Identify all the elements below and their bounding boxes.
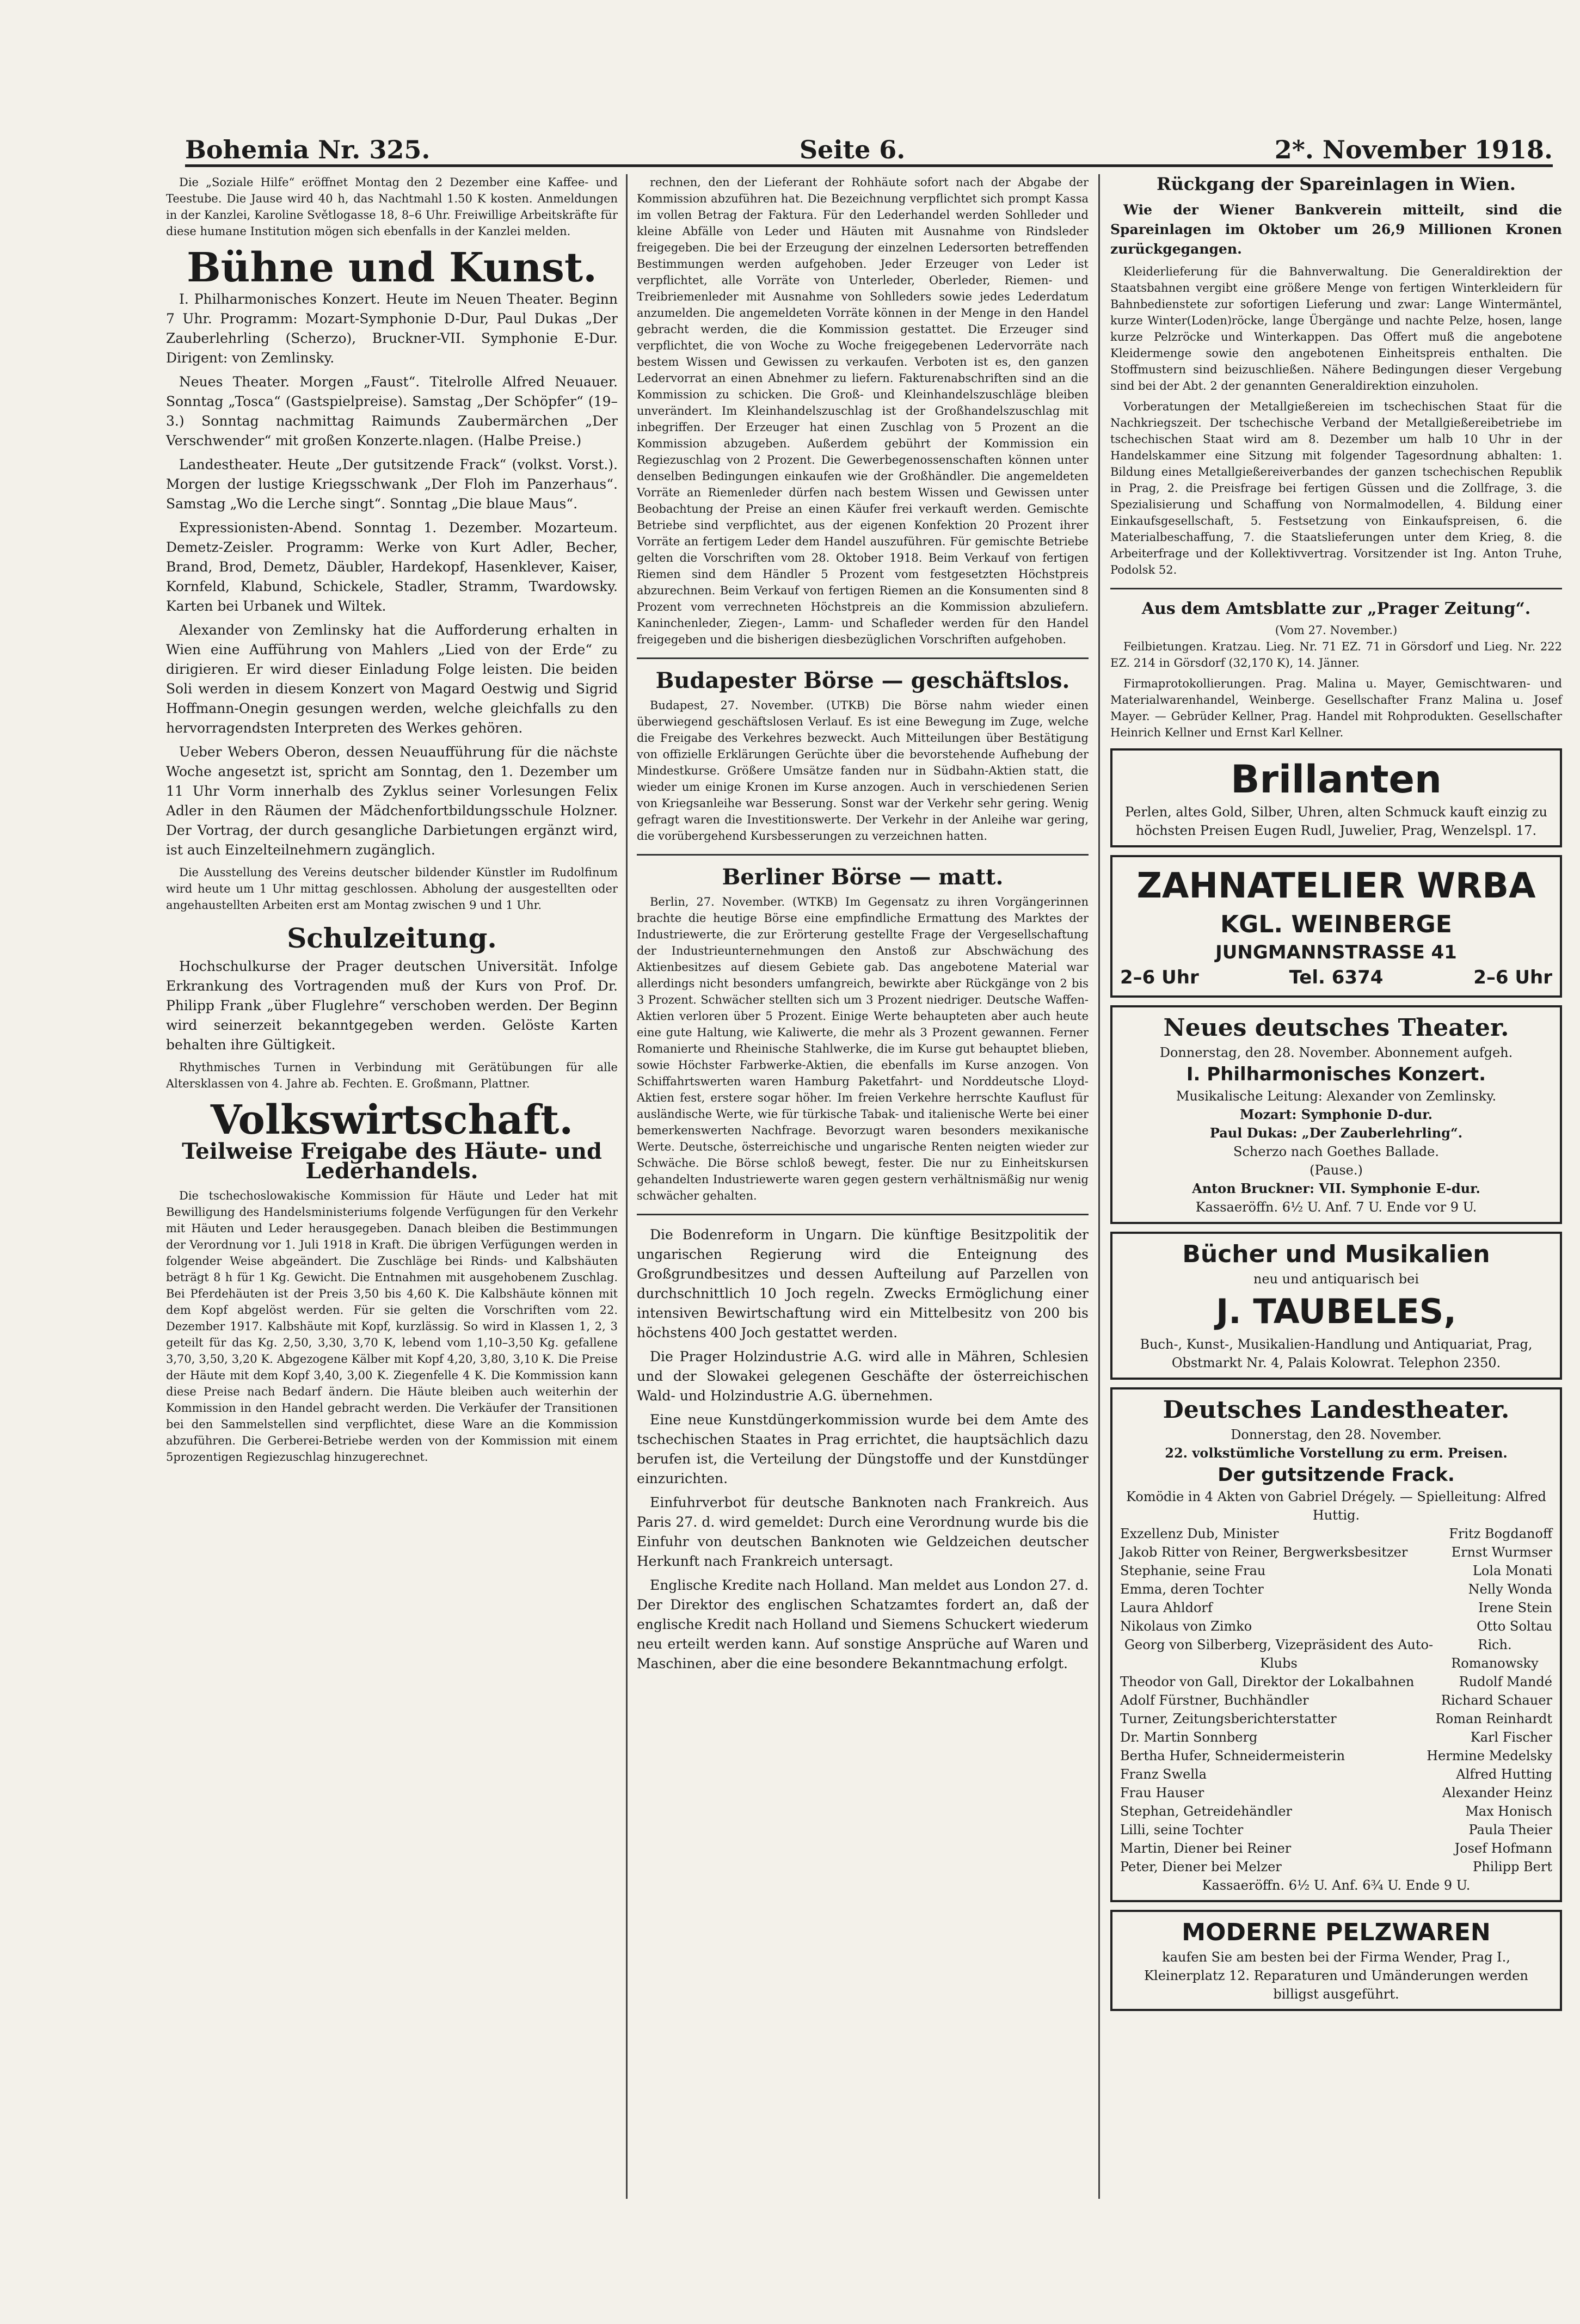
ad-neues-theater: [1110, 1005, 1562, 1224]
cast-row: [1120, 1710, 1552, 1728]
cast-role: Dr. Martin Sonnberg: [1120, 1730, 1258, 1745]
cast-row: [1120, 1543, 1552, 1561]
cast-actor: Richard Schauer: [1441, 1693, 1552, 1708]
hours-right: 2–6 Uhr: [1473, 967, 1552, 988]
landestheater-title: Deutsches Landestheater.: [1163, 1396, 1510, 1424]
ad-landestheater: [1110, 1387, 1562, 1902]
cast-actor: Ernst Wurmser: [1451, 1545, 1552, 1560]
article-heading-budapest: Budapester Börse — geschäftslos.: [655, 668, 1070, 693]
header-center: Seite 6.: [799, 135, 906, 164]
hours-left: 2–6 Uhr: [1120, 967, 1199, 988]
cast-row: [1120, 1673, 1552, 1691]
article-bodenreform: Die Bodenreform in Ungarn. Die künftige Besitzpolitik der ungarischen Regierung wird die Enteignung des Großgrundbesitzes und dessen Aufteilung auf Parzellen von durchschnittlich 10 Joch regeln. Zwecks Ermöglichung einer intensiven Bewirtschaftung wird ein Mittelbesitz von 200 bis höchstens 400 Joch gestattet werden.: [637, 1227, 1089, 1341]
cast-row: [1120, 1765, 1552, 1784]
landestheater-date: Donnerstag, den 28. November.: [1231, 1427, 1442, 1442]
article-lederhandel: rechnen, den der Lieferant der Rohhäute sofort nach der Abgabe der Kommission abzuführen hat. Die Bezeichnung verpflichtet sich prompt Kassa im vollen Betrag der Faktura. Für den Lederhandel werden Sohlleder und kleine Abfälle von Leder und Häuten mit Ausnahme von Rindsleder freigegeben. Die bei der Erzeugung der einzelnen Ledersorten betreffenden Bestimmungen werden aufgehoben. Jeder Erzeuger von Leder ist verpflichtet, alle Vorräte von Unterleder, Oberleder, Riemen- und Treibriemenleder mit Ausnahme von Sohlleders sowie jedes Lederdatum anzumelden. Die angemeldeten Vorräte können in der Menge in den Handel gebracht werden, die die Kommission gestattet. Die Erzeuger sind verpflichtet, die von Woche zu Woche freigegebenen Ledervorräte nach bestem Wissen und Gewissen zu verkaufen. Verboten ist es, den ganzen Ledervorrat an einen Abnehmer zu liefern. Fakturenabschriften sind an die Kommission zu schicken. Die Groß- und Kleinhandelszuschläge bleiben unverändert. Im Kleinhandelszuschlag ist der Großhandelszuschlag mit inbegriffen. Der Erzeuger hat einen Zuschlag von 5 Prozent an die Kommission abzugeben. Außerdem gebührt der Kommission ein Regiezuschlag von 2 Prozent. Die Gewerbegenossenschaften können unter denselben Bedingungen einkaufen wie der Großhändler. Die angemeldeten Vorräte an Riemenleder dürfen nach bestem Wissen und Gewissen unter Beobachtung der Preise an einen Käufer frei verkauft werden. Gemischte Betriebe sind verpflichtet, aus der eigenen Konfektion 20 Prozent ihrer Vorräte an fertigem Leder dem Handel auszuführen. Für gemischte Betriebe gelten die Vorschriften vom 28. Oktober 1918. Beim Verkauf von fertigen Riemen sind dem Händler 5 Prozent vom festgesetzten Höchstpreis abzurechnen. Beim Verkauf von fertigen Riemen an die Konsumenten sind 8 Prozent vom verrechneten Höchstpreis an die Kommission abzuliefern. Kaninchenleder, Ziegen-, Lamm- und Schafleder werden für den Handel freigegeben und die bisherigen diesbezüglichen Vorschriften aufgehoben.: [637, 176, 1089, 646]
neues-theater-title: Neues deutsches Theater.: [1163, 1014, 1509, 1042]
section-heading-volkswirtschaft: Volkswirtschaft.: [210, 1097, 574, 1143]
taubeles-sub: neu und antiquarisch bei: [1253, 1271, 1419, 1287]
article-zemlinsky: Alexander von Zemlinsky hat die Aufforderung erhalten in Wien eine Aufführung von Mahlers „Lied von der Erde“ zu dirigieren. Er wird dieser Einladung Folge leisten. Die beiden Soli werden in diesem Konzert von Magard Oestwig und Sigrid Hoffmann-Onegin gesungen werden, welche gleichfalls zu den hervorragendsten Interpreten des Werkes gehören.: [166, 622, 618, 736]
article-heading-freigabe: Teilweise Freigabe des Häute- und Lederhandels.: [182, 1139, 602, 1184]
cast-actor: Nelly Wonda: [1468, 1582, 1552, 1597]
neues-theater-dukas: Paul Dukas: „Der Zauberlehrling“.: [1209, 1125, 1463, 1141]
taubeles-name: J. TAUBELES,: [1216, 1292, 1456, 1331]
cast-list: [1120, 1524, 1552, 1876]
article-heading-amtsblatt: Aus dem Amtsblatte zur „Prager Zeitung“.: [1141, 599, 1531, 618]
cast-role: Peter, Diener bei Melzer: [1120, 1859, 1282, 1874]
neues-theater-pause: (Pause.): [1310, 1163, 1363, 1178]
cast-row: [1120, 1858, 1552, 1876]
column-3: [1110, 174, 1562, 2019]
cast-row: [1120, 1580, 1552, 1598]
cast-actor: Fritz Bogdanoff: [1449, 1526, 1552, 1541]
cast-actor: Lola Monati: [1472, 1563, 1552, 1578]
cast-role: Theodor von Gall, Direktor der Lokalbahnen: [1120, 1674, 1415, 1689]
article-oberon: Ueber Webers Oberon, dessen Neuaufführung für die nächste Woche angesetzt ist, spricht am Sonntag, den 1. Dezember um 11 Uhr Vorm innerhalb des Zyklus seiner Vorlesungen Felix Adler in den Räumen der Mädchenfortbildungsschule Holzner. Der Vortrag, der durch gesangliche Darbietungen ergänzt wird, ist auch Einzelteilnehmern zugänglich.: [166, 744, 618, 858]
cast-role: Georg von Silberberg, Vizepräsident des Auto-Klubs: [1124, 1637, 1434, 1671]
neues-theater-times: Kassaeröffn. 6½ U. Anf. 7 U. Ende vor 9 U.: [1195, 1200, 1477, 1215]
ad-zahnatelier-hours: [1120, 965, 1552, 990]
article-freigabe: Die tschechoslowakische Kommission für Häute und Leder hat mit Bewilligung des Handelsministeriums folgende Verfügungen für den Verkehr mit Häuten und Leder herausgegeben. Danach bleiben die Bestimmungen der Verordnung vor 1. Juli 1918 in Kraft. Die übrigen Verfügungen werden in folgender Weise abgeändert. Die Zuschläge bei Rinds- und Kalbshäuten beträgt 8 h für 1 Kg. Gewicht. Die Entnahmen mit ausgehobenem Zuschlag. Bei Pferdehäuten ist der Preis 3,50 bis 4,60 K. Die Kalbshäute können mit dem Kopf abgelöst werden. Für sie gelten die Vorschriften vom 22. Dezember 1917. Kalbshäute mit Kopf, kurzlässig. So wird in Klassen 1, 2, 3 geteilt für das Kg. 2,50, 3,30, 3,70 K, lebend vom 1,10–3,50 Kg. gefallene 3,70, 3,50, 3,20 K. Abgezogene Kälber mit Kopf 4,20, 3,80, 3,10 K. Die Preise der Häute mit dem Kopf 3,40, 3,00 K. Ziegenfelle 4 K. Die Kommission kann diese Preise nach Bedarf ändern. Die Häute bleiben auch weiterhin der Kommission in den Handel gebracht werden. Die Verkäufer der Transitionen bei den Sammelstellen sind verpflichtet, diese Ware an die Kommission abzuführen. Die Gerberei-Betriebe werden von der Kommission mit einem 5prozentigen Regiezuschlag hinzugerechnet.: [166, 1189, 618, 1464]
article-spareinlagen: Wie der Wiener Bankverein mitteilt, sind die Spareinlagen im Oktober um 26,9 Millionen Kronen zurückgegangen.: [1110, 202, 1562, 257]
article-heading-spareinlagen: Rückgang der Spareinlagen in Wien.: [1157, 174, 1516, 194]
cast-role: Laura Ahldorf: [1120, 1600, 1213, 1615]
neues-theater-date: Donnerstag, den 28. November. Abonnement aufgeh.: [1159, 1045, 1513, 1060]
article-philharmonie: I. Philharmonisches Konzert. Heute im Neuen Theater. Beginn 7 Uhr. Programm: Mozart-Symphonie D-Dur, Paul Dukas „Der Zauberlehrling (Scherzo), Bruckner-VII. Symphonie E-Dur. Dirigent: von Zemlinsky.: [166, 291, 618, 366]
article-holzindustrie: Die Prager Holzindustrie A.G. wird alle in Mähren, Schlesien und der Slowakei gelegenen Geschäfte der österreichischen Wald- und Holzindustrie A.G. übernehmen.: [637, 1349, 1089, 1404]
taubeles-address: Buch-, Kunst-, Musikalien-Handlung und Antiquariat, Prag, Obstmarkt Nr. 4, Palais Kolowrat. Telephon 2350.: [1140, 1337, 1533, 1370]
cast-row: [1120, 1561, 1552, 1580]
ad-pelzwaren: [1110, 1910, 1562, 2011]
article-heading-berlin: Berliner Börse — matt.: [722, 864, 1004, 890]
article-turnen: Rhythmisches Turnen in Verbindung mit Gerätübungen für alle Altersklassen von 4. Jahre ab. Fechten. E. Großmann, Plattner.: [166, 1061, 618, 1090]
article-feilbietungen: Feilbietungen. Kratzau. Lieg. Nr. 71 EZ. 71 in Görsdorf und Lieg. Nr. 222 EZ. 214 in Görsdorf (32,170 K), 14. Jänner.: [1110, 640, 1562, 669]
cast-actor: Rudolf Mandé: [1459, 1674, 1552, 1689]
cast-role: Bertha Hufer, Schneidermeisterin: [1120, 1748, 1345, 1763]
cast-role: Stephanie, seine Frau: [1120, 1563, 1266, 1578]
pelzwaren-title: MODERNE PELZWAREN: [1182, 1919, 1491, 1946]
ad-brillanten-text: Perlen, altes Gold, Silber, Uhren, alten Schmuck kauft einzig zu höchsten Preisen Eugen Rudl, Juwelier, Prag, Wenzelspl. 17.: [1125, 804, 1547, 838]
landestheater-times: Kassaeröffn. 6½ U. Anf. 6¾ U. Ende 9 U.: [1202, 1878, 1471, 1893]
section-heading-buehne: Bühne und Kunst.: [187, 244, 597, 291]
neues-theater-leitung: Musikalische Leitung: Alexander von Zemlinsky.: [1176, 1089, 1497, 1104]
cast-actor: Roman Reinhardt: [1435, 1711, 1552, 1726]
ad-zahnatelier: [1110, 855, 1562, 998]
cast-row: [1120, 1636, 1552, 1673]
cast-actor: Karl Fischer: [1470, 1730, 1552, 1745]
cast-role: Emma, deren Tochter: [1120, 1582, 1264, 1597]
cast-actor: Paula Theier: [1468, 1822, 1552, 1837]
article-ausstellung: Die Ausstellung des Vereins deutscher bildender Künstler im Rudolfinum wird heute um 1 Uhr mittag geschlossen. Abholung der ausgestellten oder angehaustellten Arbeiten erst am Montag zwischen 9 und 1 Uhr.: [166, 866, 618, 912]
cast-row: [1120, 1617, 1552, 1636]
landestheater-sub: 22. volkstümliche Vorstellung zu erm. Preisen.: [1165, 1445, 1508, 1461]
cast-role: Martin, Diener bei Reiner: [1120, 1841, 1292, 1856]
ad-zahnatelier-location: KGL. WEINBERGE: [1220, 911, 1452, 938]
cast-actor: Max Honisch: [1465, 1804, 1552, 1819]
cast-actor: Philipp Bert: [1473, 1859, 1552, 1874]
cast-actor: Irene Stein: [1478, 1600, 1552, 1615]
ad-brillanten: [1110, 748, 1562, 847]
divider: [637, 657, 1089, 659]
cast-row: [1120, 1802, 1552, 1821]
landestheater-desc: Komödie in 4 Akten von Gabriel Drégely. — Spielleitung: Alfred Huttig.: [1126, 1489, 1546, 1523]
article-kleiderlieferung: Kleiderlieferung für die Bahnverwaltung. Die Generaldirektion der Staatsbahnen vergibt eine größere Menge von fertigen Winterkleidern für Bahnbedienstete zur sofortigen Lieferung und zwar: Lange Wintermäntel, kurze Winter(Loden)röcke, lange Übergänge und nachte Pelze, hosen, lange kurze Pelzröcke und Winterkappen. Das Offert muß die angebotene Kleidermenge sowie den angebotenen Einheitspreis enthalten. Die Stoffmustern sind beizuschließen. Nähere Bedingungen dieser Vergebung sind bei der Abt. 2 der genannten Generaldirektion einzuholen.: [1110, 265, 1562, 392]
cast-role: Exzellenz Dub, Minister: [1120, 1526, 1279, 1541]
neues-theater-bruckner: Anton Bruckner: VII. Symphonie E-dur.: [1192, 1181, 1480, 1196]
cast-role: Stephan, Getreidehändler: [1120, 1804, 1293, 1819]
cast-actor: Rich. Romanowsky: [1451, 1637, 1539, 1671]
header-left: Bohemia Nr. 325.: [185, 135, 431, 164]
cast-row: [1120, 1524, 1552, 1543]
column-rule: [626, 174, 628, 2199]
cast-role: Lilli, seine Tochter: [1120, 1822, 1244, 1837]
header-right: 2*. November 1918.: [1274, 135, 1553, 164]
ad-taubeles: [1110, 1232, 1562, 1380]
cast-role: Turner, Zeitungsberichterstatter: [1120, 1711, 1337, 1726]
article-kunstduenger: Eine neue Kunstdüngerkommission wurde bei dem Amte des tschechischen Staates in Prag errichtet, die hauptsächlich dazu berufen ist, die Verteilung der Düngstoffe und der Kunstdünger einzurichten.: [637, 1412, 1089, 1486]
landestheater-play: Der gutsitzende Frack.: [1218, 1464, 1455, 1486]
article-expressionisten: Expressionisten-Abend. Sonntag 1. Dezember. Mozarteum. Demetz-Zeisler. Programm: Werke von Kurt Adler, Becher, Brand, Brod, Demetz, Däubler, Hardekopf, Hasenklever, Kaiser, Kornfeld, Klabund, Schickele, Stadler, Stramm, Twardowsky. Karten bei Urbanek und Wiltek.: [166, 520, 618, 614]
ad-zahnatelier-address: JUNGMANNSTRASSE 41: [1215, 942, 1457, 963]
cast-actor: Alfred Hutting: [1456, 1767, 1552, 1782]
column-rule: [1098, 174, 1100, 2199]
column-2: [637, 174, 1089, 1678]
cast-row: [1120, 1784, 1552, 1802]
cast-role: Franz Swella: [1120, 1767, 1207, 1782]
article-firmaprotokoll: Firmaprotokollierungen. Prag. Malina u. Mayer, Gemischtwaren- und Materialwarenhandel, Weinberge. Gesellschafter Franz Malina u. Josef Mayer. — Gebrüder Kellner, Prag. Handel mit Rohprodukten. Gesellschafter Heinrich Kellner und Ernst Karl Kellner.: [1110, 677, 1562, 739]
cast-row: [1120, 1598, 1552, 1617]
divider: [1110, 588, 1562, 589]
ad-brillanten-title: Brillanten: [1231, 757, 1442, 802]
cast-actor: Josef Hofmann: [1454, 1841, 1552, 1856]
cast-role: Adolf Fürstner, Buchhändler: [1120, 1693, 1309, 1708]
cast-role: Jakob Ritter von Reiner, Bergwerksbesitzer: [1120, 1545, 1408, 1560]
neues-theater-mozart: Mozart: Symphonie D-dur.: [1239, 1106, 1433, 1122]
cast-actor: Otto Soltau: [1476, 1619, 1552, 1634]
article-hochschulkurse: Hochschulkurse der Prager deutschen Universität. Infolge Erkrankung des Vortragenden muß der Kurs von Prof. Dr. Philipp Frank „über Fluglehre“ verschoben werden. Der Beginn wird seinerzeit bekanntgegeben werden. Gelöste Karten behalten ihre Gültigkeit.: [166, 958, 618, 1053]
cast-actor: Alexander Heinz: [1442, 1785, 1552, 1800]
telephone: Tel. 6374: [1289, 967, 1384, 988]
ad-zahnatelier-title: ZAHNATELIER WRBA: [1136, 866, 1536, 906]
taubeles-title: Bücher und Musikalien: [1182, 1240, 1490, 1268]
cast-row: [1120, 1691, 1552, 1710]
article-soziale-hilfe: Die „Soziale Hilfe“ eröffnet Montag den 2 Dezember eine Kaffee- und Teestube. Die Jause wird 40 h, das Nachtmahl 1.50 K kosten. Anmeldungen in der Kanzlei, Karoline Světlogasse 18, 8–6 Uhr. Freiwillige Arbeitskräfte für diese humane Institution mögen sich ebenfalls in der Kanzlei melden.: [166, 176, 618, 238]
article-berlin: Berlin, 27. November. (WTKB) Im Gegensatz zu ihren Vorgängerinnen brachte die heutige Börse eine empfindliche Ermattung des Marktes der Industriewerte, die zur Erörterung gestellte Frage der Vergesellschaftung der Industrieunternehmungen den Anstoß zur Abschwächung des Aktienbesitzes auf diesem Gebiete gab. Das angebotene Material war allerdings nicht besonders umfangreich, bewirkte aber Rückgänge von 2 bis 3 Prozent. Schwächer stellten sich um 3 Prozent niedriger. Deutsche Waffen-Aktien verloren über 5 Prozent. Einige Werte behaupteten aber auch heute eine gute Haltung, wie Kaliwerte, die mehr als 3 Prozent gewannen. Ferner Romanierte und Rheinische Stahlwerke, die im Kurse gut behauptet blieben, sowie Höchster Farbwerke-Aktien, die ebenfalls im Kurse anzogen. Von Schiffahrtswerten waren Hamburg Paketfahrt- und Norddeutsche Lloyd-Aktien fest, erstere sogar höher. Im freien Verkehre herrschte Kauflust für ausländische Werte, wie für türkische Tabak- und italienische Werte bei einer bemerkenswerten Nachfrage. Bevorzugt waren besonders mexikanische Werte. Deutsche, österreichische und ungarische Renten neigten wieder zur Schwäche. Die Börse schloß bewegt, fester. Die nur zu Einheitskursen gehandelten Industriewerte waren gegen gestern verhältnismäßig nur wenig schwächer gehalten.: [637, 895, 1089, 1202]
article-neues-theater: Neues Theater. Morgen „Faust“. Titelrolle Alfred Neuauer. Sonntag „Tosca“ (Gastspielpreise). Samstag „Der Schöpfer“ (19–3.) Sonntag nachmittag Raimunds Zaubermärchen „Der Verschwender“ mit großen Konzerte.nlagen. (Halbe Preise.): [166, 374, 618, 448]
article-budapest: Budapest, 27. November. (UTKB) Die Börse nahm wieder einen überwiegend geschäftslosen Verlauf. Es ist eine Bewegung im Zuge, welche die Freigabe des Verkehres bezweckt. Auch Mitteilungen über Bestätigung von offizielle Erklärungen Gerüchte über die bevorstehende Aufhebung der Mindestkurse. Größere Umsätze fanden nur in Südbahn-Aktien statt, die wieder um einige Kronen im Kurse anzogen. Auch in verschiedenen Serien von Kriegsanleihe war Besserung. Sonst war der Verkehr sehr gering. Wenig gefragt waren die Investitionswerte. Der Verkehr in der Anleihe war gering, die vorübergehend Kursbesserungen zu verzeichnen hatten.: [637, 699, 1089, 843]
cast-role: Frau Hauser: [1120, 1785, 1204, 1800]
neues-theater-konzert: I. Philharmonisches Konzert.: [1186, 1063, 1486, 1085]
amtsblatt-date: (Vom 27. November.): [1275, 624, 1398, 637]
section-heading-schule: Schulzeitung.: [287, 922, 497, 954]
article-metallgiessereien: Vorberatungen der Metallgießereien im tschechischen Staat für die Nachkriegszeit. Der tschechische Verband der Metallgießereibetriebe im tschechischen Staat wird am 8. Dezember um halb 10 Uhr in der Handelskammer eine Sitzung mit folgender Tagesordnung abhalten: 1. Bildung eines Metallgießereiverbandes der ganzen tschechischen Republik in Prag, 2. die Preisfrage bei fertigen Güssen und die Zollfrage, 3. die Spezialisierung und Schaffung von Normalmodellen, 4. Bildung einer Einkaufsgesellschaft, 5. Festsetzung von Einkaufspreisen, 6. die Materialbeschaffung, 7. die Staatslieferungen unter dem Krieg, 8. die Arbeiterfrage und der Kollektivvertrag. Vorsitzender ist Ing. Anton Truhe, Podolsk 52.: [1110, 400, 1562, 576]
cast-row: [1120, 1728, 1552, 1747]
cast-actor: Hermine Medelsky: [1427, 1748, 1552, 1763]
cast-role: Nikolaus von Zimko: [1120, 1619, 1252, 1634]
article-landestheater: Landestheater. Heute „Der gutsitzende Frack“ (volkst. Vorst.). Morgen der lustige Kriegsschwank „Der Floh im Panzerhaus“. Samstag „Wo die Lerche singt“. Sonntag „Die blaue Maus“.: [166, 457, 618, 512]
column-1: [166, 174, 618, 1470]
divider: [637, 854, 1089, 856]
article-kredite: Englische Kredite nach Holland. Man meldet aus London 27. d. Der Direktor des englischen Schatzamtes fordert an, daß der englische Kredit nach Holland und Siemens Schuckert wiederum neu erteilt werden kann. Auf sonstige Ansprüche auf Waren und Maschinen, aber die eine besondere Bekanntmachung erfolgt.: [637, 1577, 1089, 1671]
cast-row: [1120, 1839, 1552, 1858]
article-banknoten: Einfuhrverbot für deutsche Banknoten nach Frankreich. Aus Paris 27. d. wird gemeldet: Durch eine Verordnung wurde bis die Einfuhr von deutschen Banknoten wie Geldzeichen deutscher Herkunft nach Frankreich untersagt.: [637, 1495, 1089, 1569]
neues-theater-dukas-sub: Scherzo nach Goethes Ballade.: [1233, 1144, 1439, 1159]
pelzwaren-text: kaufen Sie am besten bei der Firma Wender, Prag I., Kleinerplatz 12. Reparaturen und Umänderungen werden billigst ausgeführt.: [1144, 1950, 1528, 2002]
cast-row: [1120, 1821, 1552, 1839]
cast-row: [1120, 1747, 1552, 1765]
page-header: [185, 126, 1553, 167]
divider: [637, 1214, 1089, 1215]
